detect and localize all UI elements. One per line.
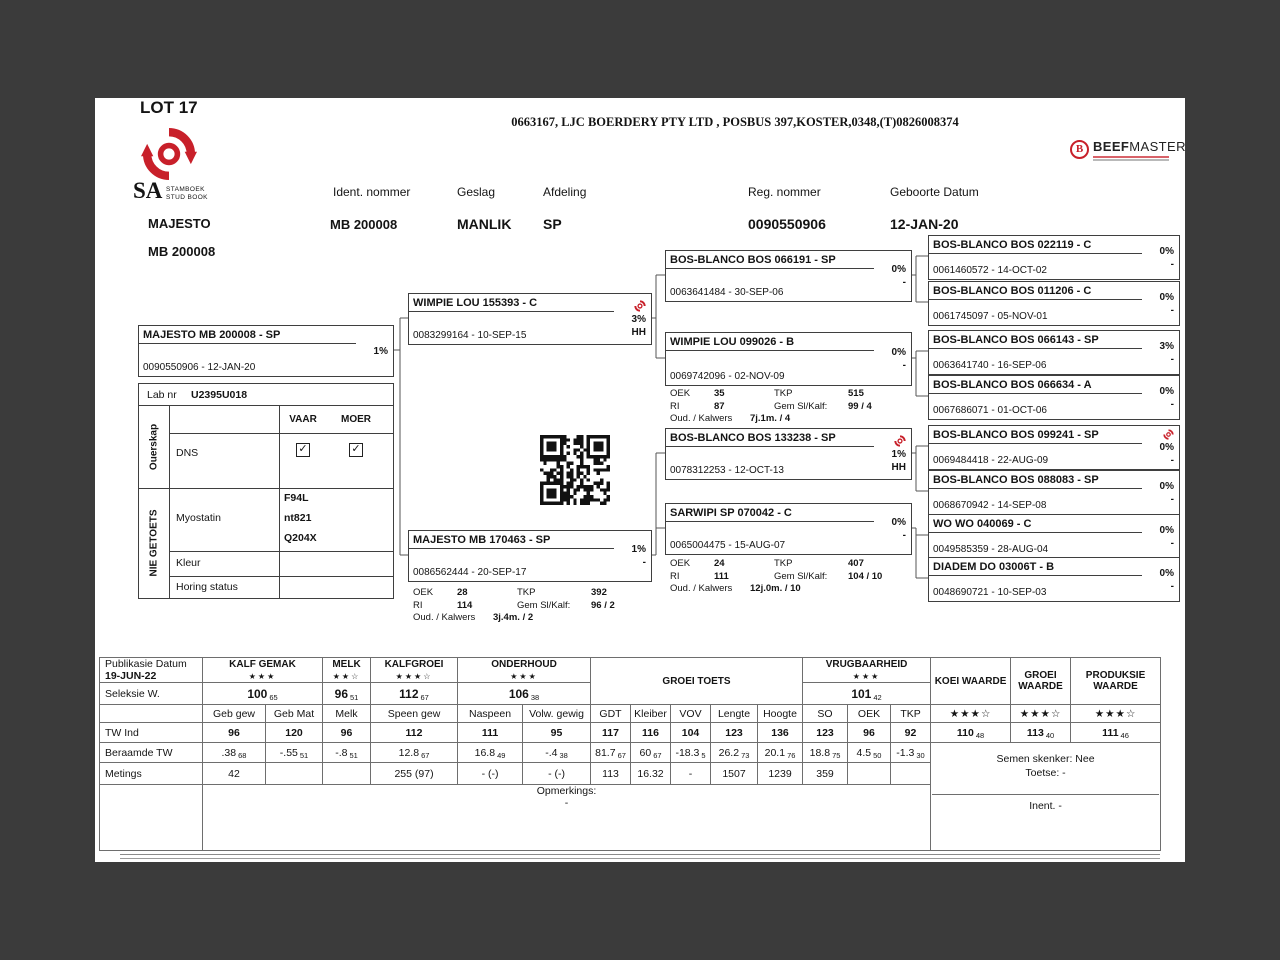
- inbreeding-pct: 0%: [891, 347, 906, 358]
- ident-nommer-label: Ident. nommer: [333, 185, 411, 199]
- ident-nommer-value: MB 200008: [330, 217, 398, 232]
- genetic-status: -: [1170, 398, 1174, 410]
- pedigree-box-ggp4: BOS-BLANCO BOS 066634 - A 0067686071 - 01-OCT-06 0% -: [928, 375, 1180, 420]
- dns-label: DNS: [176, 447, 199, 459]
- inbreeding-pct: 0%: [1159, 524, 1174, 536]
- genetic-status: -: [1170, 537, 1174, 549]
- publikasie-datum-cell: Publikasie Datum 19-JUN-22: [100, 658, 203, 683]
- ouerskap-label: Ouerskap: [148, 423, 160, 471]
- inbreeding-pct: 1%: [631, 544, 646, 555]
- inbreeding-pct: 1%: [891, 449, 906, 460]
- table-row-seleksie: Seleksie W. 100 65 96 51 112 67 106 38 101 42: [100, 683, 1161, 705]
- genetic-status: -: [902, 277, 906, 288]
- inent-text: Inent. -: [1029, 800, 1062, 812]
- inbreeding-pct: 0%: [1159, 385, 1174, 397]
- semen-skenker-text: Semen skenker: Nee: [996, 753, 1095, 765]
- toetse-text: Toetse: -: [1025, 767, 1066, 779]
- geboorte-datum-value: 12-JAN-20: [890, 216, 959, 232]
- inbreeding-pct: 3%: [1159, 340, 1174, 352]
- pedigree-box-ggp3: BOS-BLANCO BOS 066143 - SP 0063641740 - 16-SEP-06 3% -: [928, 330, 1180, 375]
- moer-column-header: MOER: [341, 414, 371, 425]
- genetic-status: -: [1170, 455, 1174, 466]
- group-header-koei-waarde: KOEI WAARDE: [931, 658, 1011, 705]
- genetic-status: -: [642, 557, 646, 568]
- genetic-status: -: [1170, 580, 1174, 592]
- group-header-kalf-gemak: KALF GEMAK ★★★: [203, 658, 323, 683]
- myostatin-value: F94L: [284, 492, 309, 504]
- sa-studbook-logo: [133, 126, 233, 208]
- inbreeding-pct: 0%: [1159, 291, 1174, 303]
- circular-arrows-icon: [141, 126, 197, 182]
- pedigree-box-gp2: WIMPIE LOU 099026 - B 0069742096 - 02-NOV-09 0% -: [665, 332, 912, 386]
- animal-number: MB 200008: [148, 244, 216, 259]
- horing-status-label: Horing status: [176, 581, 238, 593]
- reg-nommer-value: 0090550906: [748, 216, 826, 232]
- inbreeding-pct: 0%: [1159, 567, 1174, 579]
- check-icon: ✓: [298, 443, 308, 455]
- donor-info-cell: [931, 743, 1161, 851]
- pedigree-box-ggp6: BOS-BLANCO BOS 088083 - SP 0068670942 - 14-SEP-08 0% -: [928, 470, 1180, 515]
- opmerkings-cell: [203, 785, 931, 851]
- genetic-status: -: [902, 360, 906, 371]
- b-circle-icon: B: [1070, 140, 1089, 159]
- star-rating: ★★★: [510, 671, 538, 681]
- reg-nommer-label: Reg. nommer: [748, 185, 821, 199]
- pedigree-box-ggp5: BOS-BLANCO BOS 099241 - SP 0069484418 - 22-AUG-09 0% -: [928, 425, 1180, 470]
- pedigree-box-ggp2: BOS-BLANCO BOS 011206 - C 0061745097 - 05-NOV-01 0% -: [928, 281, 1180, 326]
- inbreeding-pct: 0%: [1159, 480, 1174, 492]
- check-icon: ✓: [351, 443, 361, 455]
- group-header-produksie-waarde: PRODUKSIE WAARDE: [1071, 658, 1161, 705]
- pedigree-box-ggp8: DIADEM DO 03006T - B 0048690721 - 10-SEP-03 0% -: [928, 557, 1180, 602]
- pedigree-box-dam: MAJESTO MB 170463 - SP 0086562444 - 20-SEP-17 1% -: [408, 530, 652, 582]
- opmerkings-label: Opmerkings:: [536, 785, 597, 797]
- genetic-status: -: [1170, 353, 1174, 365]
- opmerkings-value: -: [564, 797, 569, 809]
- geslag-label: Geslag: [457, 185, 496, 199]
- myostatin-value: Q204X: [284, 532, 317, 544]
- kleur-label: Kleur: [176, 557, 201, 569]
- genetic-status: HH: [891, 462, 906, 473]
- beefmaster-subline-bar: [1093, 159, 1169, 161]
- star-rating: ★★★☆: [1071, 705, 1161, 723]
- table-row-metings: Metings 42 255 (97) - (-) - (-) 113 16.32 - 1507 1239 359: [100, 763, 1161, 785]
- inbreeding-pct: 0%: [1159, 245, 1174, 257]
- pedigree-box-gp3: BOS-BLANCO BOS 133238 - SP 0078312253 - 12-OCT-13 1% HH: [665, 428, 912, 480]
- carrier-flag-icon: [894, 435, 906, 447]
- footer-rule: [120, 854, 1160, 859]
- animal-name: MAJESTO: [148, 216, 211, 231]
- qr-code: [540, 435, 610, 505]
- lot-number: LOT 17: [140, 98, 198, 117]
- star-rating: ★★★☆: [1011, 705, 1071, 723]
- afdeling-label: Afdeling: [543, 185, 587, 199]
- geboorte-datum-label: Geboorte Datum: [890, 185, 979, 199]
- group-header-melk: MELK ★★☆: [323, 658, 371, 683]
- dns-moer-checkbox: [349, 443, 363, 457]
- table-row-beraamde-tw: Beraamde TW .38 68 -.55 51 -.8 51 12.8 67 16.8 49 -.4 38 81.7 67 60 67 -18.3 5 26.2 73 20.1 76 18.8 75 4.5 50 -1.3 30 Semen skenker: Nee Toetse: - Inent. -: [100, 743, 1161, 763]
- star-rating: ★★★: [852, 671, 881, 681]
- inbreeding-pct: 3%: [631, 314, 646, 325]
- group-header-groei-waarde: GROEI WAARDE: [1011, 658, 1071, 705]
- genetic-status: -: [1170, 258, 1174, 270]
- group-header-groei-toets: GROEI TOETS: [591, 658, 803, 705]
- beefmaster-tagline-bar: [1093, 156, 1169, 158]
- gp2-reproduction-stats: OEK 35 TKP 515 RI 87 Gem Sl/Kalf: 99 / 4 Oud. / Kalwers 7j.1m. / 4: [670, 388, 872, 424]
- sa-logo-text: SA: [133, 178, 163, 203]
- pedigree-box-gp1: BOS-BLANCO BOS 066191 - SP 0063641484 - 30-SEP-06 0% -: [665, 250, 912, 302]
- pedigree-box-subject: MAJESTO MB 200008 - SP 0090550906 - 12-JAN-20 1%: [138, 325, 394, 377]
- star-rating: ★★★: [248, 671, 277, 681]
- carrier-flag-icon: [1163, 429, 1174, 440]
- genetic-status: HH: [631, 327, 646, 338]
- pedigree-box-ggp1: BOS-BLANCO BOS 022119 - C 0061460572 - 14-OCT-02 0% -: [928, 235, 1180, 280]
- carrier-flag-icon: [634, 300, 646, 312]
- star-rating: ★★☆: [332, 671, 361, 681]
- stamboek-text: STAMBOEK: [166, 186, 205, 193]
- group-header-kalfgroei: KALFGROEI ★★★☆: [371, 658, 458, 683]
- nie-getoets-label: NIE GETOETS: [148, 509, 160, 577]
- star-rating: ★★★☆: [395, 671, 433, 681]
- table-row-subheaders: Geb gew Geb Mat Melk Speen gew Naspeen Volw. gewig GDT Kleiber VOV Lengte Hoogte SO OEK TKP ★★★☆ ★★★☆ ★★★☆: [100, 705, 1161, 723]
- star-rating: ★★★☆: [931, 705, 1011, 723]
- lab-nr-value: U2395U018: [191, 389, 248, 401]
- pedigree-box-sire: WIMPIE LOU 155393 - C 0083299164 - 10-SEP-15 3% HH: [408, 293, 652, 345]
- studbook-text: STUD BOOK: [166, 194, 208, 201]
- inbreeding-pct: 1%: [373, 345, 388, 357]
- dns-vaar-checkbox: [296, 443, 310, 457]
- inbreeding-pct: 0%: [891, 517, 906, 528]
- lab-nr-label: Lab nr: [147, 389, 177, 401]
- table-row-tw-ind: TW Ind 96 120 96 112 111 95 117 116 104 123 136 123 96 92 110 48 113 40 111 46: [100, 723, 1161, 743]
- inbreeding-pct: 0%: [1159, 442, 1174, 453]
- genetic-status: -: [1170, 493, 1174, 505]
- beefmaster-logo: [1070, 140, 1186, 161]
- parentage-panel: [138, 405, 394, 599]
- afdeling-value: SP: [543, 216, 562, 232]
- inbreeding-pct: 0%: [891, 264, 906, 275]
- owner-line: 0663167, LJC BOERDERY PTY LTD , POSBUS 397,KOSTER,0348,(T)0826008374: [511, 115, 959, 129]
- geslag-value: MANLIK: [457, 216, 512, 232]
- vaar-column-header: VAAR: [289, 414, 317, 425]
- genetic-status: -: [1170, 304, 1174, 316]
- gp4-reproduction-stats: OEK 24 TKP 407 RI 111 Gem Sl/Kalf: 104 / 10 Oud. / Kalwers 12j.0m. / 10: [670, 558, 883, 594]
- myostatin-label: Myostatin: [176, 512, 221, 524]
- pedigree-box-gp4: SARWIPI SP 070042 - C 0065004475 - 15-AUG-07 0% -: [665, 503, 912, 555]
- pedigree-certificate: [95, 98, 1185, 862]
- pedigree-box-ggp7: WO WO 040069 - C 0049585359 - 28-AUG-04 0% -: [928, 514, 1180, 559]
- group-header-onderhoud: ONDERHOUD ★★★: [458, 658, 591, 683]
- beefmaster-wordmark: BEEFMASTER: [1093, 139, 1186, 154]
- table-row: [100, 658, 1161, 683]
- myostatin-value: nt821: [284, 512, 312, 524]
- seleksie-label: Seleksie W.: [100, 683, 203, 705]
- dam-reproduction-stats: OEK 28 TKP 392 RI 114 Gem Sl/Kalf: 96 / 2 Oud. / Kalwers 3j.4m. / 2: [413, 587, 615, 623]
- breeding-values-table: [99, 657, 1161, 851]
- genetic-status: -: [902, 530, 906, 541]
- group-header-vrugbaarheid: VRUGBAARHEID ★★★: [803, 658, 931, 683]
